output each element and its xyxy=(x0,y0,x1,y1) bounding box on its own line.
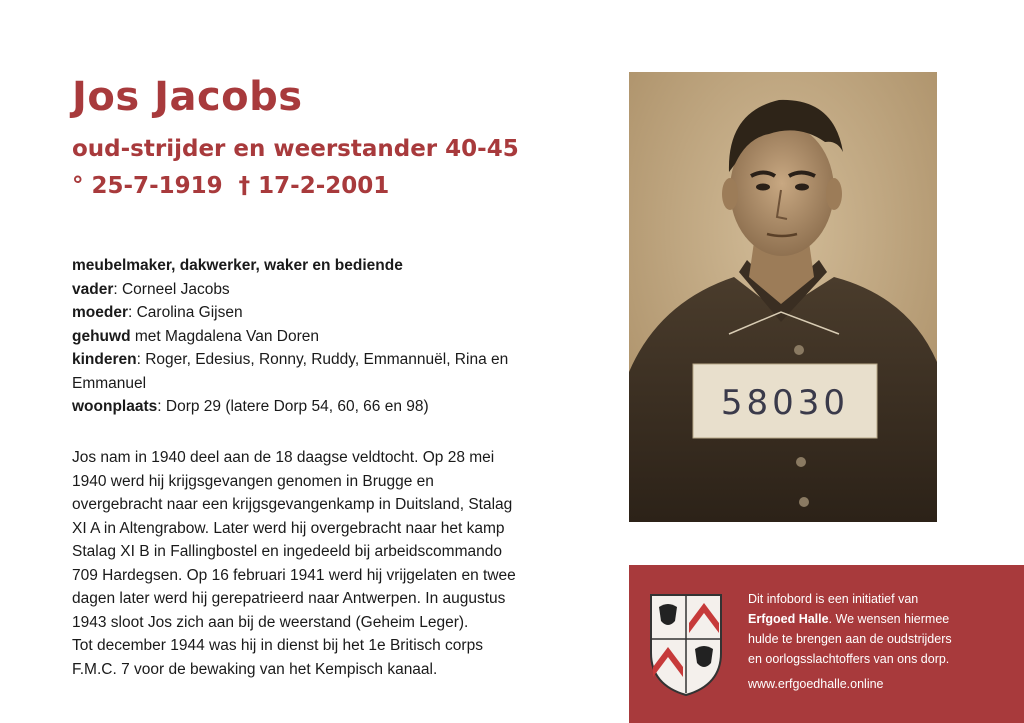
biography-line: 709 Hardegsen. Op 16 februari 1941 werd hij vrijgelaten en twee xyxy=(72,566,516,584)
biography-line: 1943 sloot Jos zich aan bij de weerstand (Geheim Leger). xyxy=(72,613,469,631)
personal-facts xyxy=(72,254,552,419)
children: kinderen: Roger, Edesius, Ronny, Ruddy, Emmannuël, Rina en xyxy=(72,351,509,368)
person-name: Jos Jacobs xyxy=(72,74,303,120)
biography-line: overgebracht naar een krijgsgevangenkamp in Duitsland, Stalag xyxy=(72,496,513,513)
portrait-illustration xyxy=(629,72,937,522)
prisoner-number: 58030 xyxy=(720,383,850,423)
mother: moeder: Carolina Gijsen xyxy=(72,304,243,321)
biography-line: Jos nam in 1940 deel aan de 18 daagse veldtocht. Op 28 mei xyxy=(72,449,495,466)
website-link[interactable]: www.erfgoedhalle.online xyxy=(748,677,884,691)
info-panel xyxy=(629,565,1024,723)
biography-line: F.M.C. 7 voor de bewaking van het Kempisch kanaal. xyxy=(72,660,438,678)
coat-of-arms-icon xyxy=(649,593,723,697)
organisation-name: Erfgoed Halle xyxy=(748,612,829,626)
profession: meubelmaker, dakwerker, waker en bediende xyxy=(72,257,403,274)
life-dates: ° 25-7-1919 † 17-2-2001 xyxy=(72,173,390,199)
biography xyxy=(72,446,572,681)
children-continued: Emmanuel xyxy=(72,374,147,392)
panel-text: Dit infobord is een initiatief van Erfgoed Halle. We wensen hiermee hulde te brengen aan de oudstrijders en oorlogsslachtoffers van ons dorp. xyxy=(748,592,952,666)
biography-line: dagen later werd hij gerepatrieerd naar Antwerpen. In augustus xyxy=(72,590,506,607)
biography-line: XI A in Altengrabow. Later werd hij overgebracht naar het kamp xyxy=(72,519,505,537)
biography-line: Tot december 1944 was hij in dienst bij het 1e Britisch corps xyxy=(72,637,483,654)
biography-line: Stalag XI B in Fallingbostel en ingedeeld bij arbeidscommando xyxy=(72,543,502,560)
married: gehuwd met Magdalena Van Doren xyxy=(72,327,319,345)
residence: woonplaats: Dorp 29 (latere Dorp 54, 60, 66 en 98) xyxy=(72,398,429,415)
father: vader: Corneel Jacobs xyxy=(72,280,230,298)
biography-line: 1940 werd hij krijgsgevangen genomen in Brugge en xyxy=(72,472,434,490)
person-subtitle: oud-strijder en weerstander 40-45 xyxy=(72,136,519,162)
portrait-photo xyxy=(629,72,937,522)
